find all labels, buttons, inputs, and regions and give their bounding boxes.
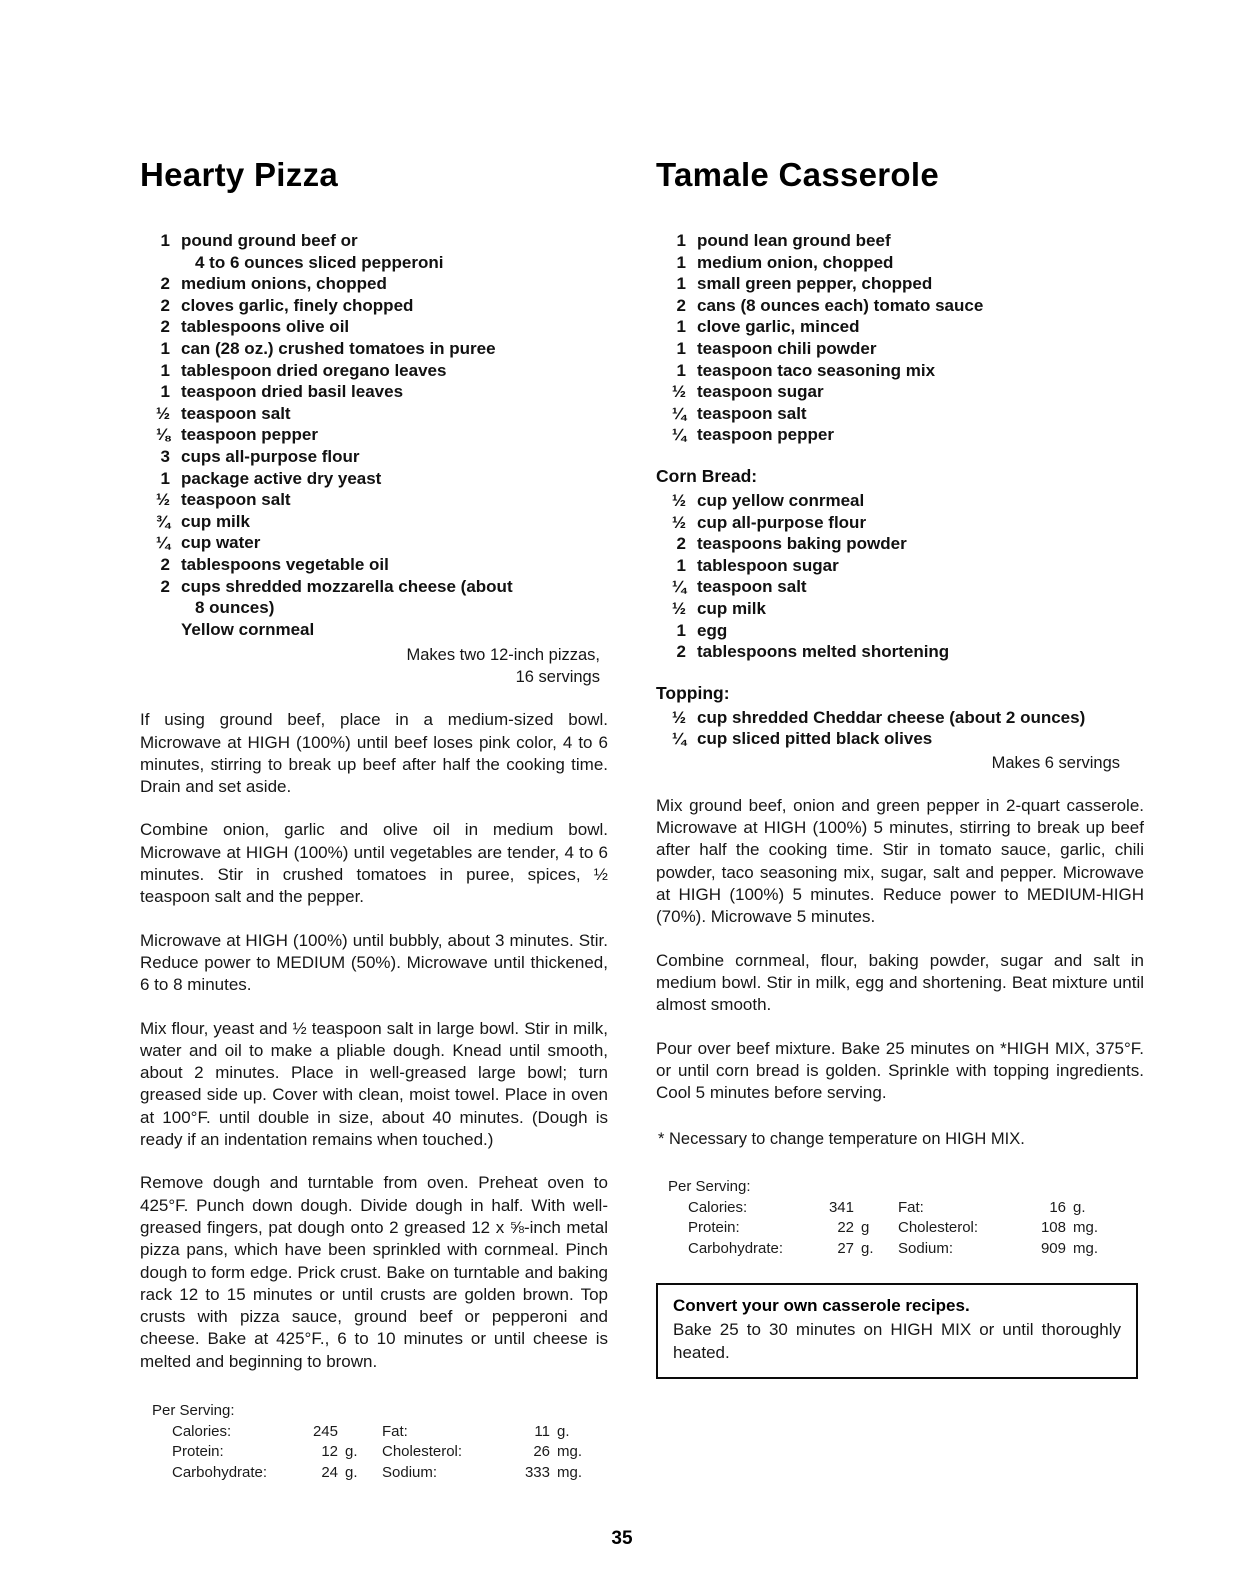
- ingredient-text: pound ground beef or: [181, 231, 358, 250]
- nutrition-label: Cholesterol:: [382, 1443, 463, 1460]
- ingredient-text: clove garlic, minced: [697, 317, 860, 337]
- nutrition-heading: Per Serving:: [668, 1178, 751, 1196]
- instruction-paragraph: Pour over beef mixture. Bake 25 minutes on *HIGH MIX, 375°F. or until corn bread is golden. Sprinkle with topping ingredients. Cool 5 minutes before serving.: [656, 1038, 1144, 1103]
- ingredient-text: Yellow cornmeal: [181, 619, 315, 639]
- nutrition-label: Carbohydrate:: [172, 1463, 268, 1481]
- ingredient-qty: ¼: [671, 577, 686, 597]
- ingredient-text: cup shredded Cheddar cheese (about 2 ounces): [697, 707, 1086, 727]
- ingredient-text: cup all-purpose flour: [697, 512, 867, 532]
- instruction-paragraph: Combine onion, garlic and olive oil in medium bowl. Microwave at HIGH (100%) until vegetables are tender, 4 to 6 minutes. Stir in crushed tomatoes in puree, spices, ½ teaspoon salt and the pepper.: [140, 820, 608, 907]
- ingredient: [660, 295, 1144, 317]
- ingredient-qty: 1: [160, 338, 170, 358]
- ingredient-text: teaspoon dried basil leaves: [181, 382, 404, 402]
- nutrition-unit: g.: [345, 1443, 358, 1460]
- ingredient-qty: 1: [676, 274, 686, 294]
- ingredient-qty: 1: [676, 231, 686, 250]
- nutrition-unit: mg.: [1073, 1239, 1099, 1257]
- ingredient-continuation: [144, 597, 608, 619]
- nutrition-unit: mg.: [557, 1443, 583, 1460]
- ingredient-text: cup milk: [697, 598, 766, 618]
- nutrition-heading: Per Serving:: [152, 1402, 235, 1419]
- ingredient-text: teaspoon salt: [181, 490, 291, 510]
- ingredient: [660, 490, 1144, 512]
- ingredient: [144, 424, 608, 446]
- instruction-paragraph: If using ground beef, place in a medium-sized bowl. Microwave at HIGH (100%) until beef loses pink color, 4 to 6 minutes, stirring to break up beef after half the cooking time. Drain and set aside.: [140, 710, 608, 797]
- instruction-paragraph: Microwave at HIGH (100%) until bubbly, about 3 minutes. Stir. Reduce power to MEDIUM (50%). Microwave until thickened, 6 to 8 minutes.: [140, 930, 608, 995]
- ingredient-qty: 2: [160, 274, 170, 294]
- ingredient-qty: 1: [676, 360, 686, 380]
- nutrition-value: 333: [524, 1463, 550, 1481]
- nutrition-label: Fat:: [382, 1422, 408, 1440]
- ingredient-text: cup water: [181, 533, 261, 553]
- ingredient: [144, 511, 608, 533]
- ingredient-qty: ⅛: [155, 425, 170, 445]
- ingredient: [660, 598, 1144, 620]
- ingredient-qty: 1: [676, 338, 686, 358]
- ingredient-text: cup sliced pitted black olives: [697, 729, 933, 749]
- ingredient: [660, 641, 1144, 663]
- ingredient-qty: ½: [155, 403, 170, 423]
- ingredient: [660, 316, 1144, 338]
- ingredient-text: cans (8 ounces each) tomato sauce: [697, 295, 984, 315]
- nutrition-panel-casserole: [656, 1177, 1144, 1259]
- ingredient: [660, 338, 1144, 360]
- nutrition-value: 909: [1040, 1239, 1066, 1257]
- ingredient: [144, 360, 608, 382]
- nutrition-unit: g.: [557, 1422, 570, 1440]
- nutrition-value: 27: [837, 1239, 854, 1257]
- ingredient-text: teaspoon salt: [697, 577, 807, 597]
- nutrition-unit: g.: [1073, 1198, 1086, 1216]
- nutrition-value: 16: [1049, 1198, 1066, 1216]
- ingredient-qty: ¾: [155, 511, 170, 531]
- ingredient-text: tablespoons vegetable oil: [181, 554, 389, 574]
- ingredient-qty: ½: [671, 512, 686, 532]
- ingredient-text: tablespoons olive oil: [181, 317, 350, 337]
- yield-line: 16 servings: [515, 668, 600, 687]
- ingredient: [144, 403, 608, 425]
- ingredient: [144, 381, 608, 403]
- nutrition-unit: g.: [861, 1239, 874, 1257]
- ingredient: [660, 230, 1144, 252]
- ingredient-text: pound lean ground beef: [697, 231, 891, 250]
- nutrition-value: 24: [321, 1463, 338, 1481]
- ingredient-text: teaspoon pepper: [181, 425, 318, 445]
- nutrition-value: 11: [534, 1422, 550, 1440]
- callout-title: Convert your own casserole recipes.: [673, 1296, 970, 1316]
- ingredient-qty: [144, 252, 170, 274]
- ingredient-text: teaspoons baking powder: [697, 534, 907, 554]
- ingredient-text: tablespoons melted shortening: [697, 642, 950, 662]
- footnote-high-mix: * Necessary to change temperature on HIGH MIX.: [658, 1130, 1025, 1149]
- ingredient-text: cloves garlic, finely chopped: [181, 295, 414, 315]
- ingredient-qty: ½: [671, 598, 686, 618]
- ingredient-qty: ½: [671, 707, 686, 727]
- callout-body: Bake 25 to 30 minutes on HIGH MIX or until thoroughly heated.: [673, 1319, 1121, 1363]
- ingredient-text: cup milk: [181, 511, 250, 531]
- nutrition-value: 108: [1040, 1219, 1066, 1237]
- ingredient-qty: 3: [160, 446, 170, 466]
- recipe-tamale-casserole: [656, 156, 1144, 1483]
- ingredient: [144, 619, 608, 641]
- instruction-paragraph: Mix ground beef, onion and green pepper in 2-quart casserole. Microwave at HIGH (100%) 5 minutes, stirring to break up beef after half the cooking time. Stir in tomato sauce, garlic, chili powder, taco seasoning mix, sugar, salt and pepper. Microwave at HIGH (100%) 5 minutes. Reduce power to MEDIUM-HIGH (70%). Microwave 5 minutes.: [656, 795, 1144, 927]
- ingredient: [144, 446, 608, 468]
- ingredient-qty: 2: [676, 534, 686, 554]
- ingredient-text: can (28 oz.) crushed tomatoes in puree: [181, 338, 496, 358]
- ingredient: [660, 555, 1144, 577]
- ingredient-qty: 2: [160, 295, 170, 315]
- ingredient: [144, 554, 608, 576]
- ingredient-qty: 1: [676, 317, 686, 337]
- ingredient-qty: 2: [676, 295, 686, 315]
- ingredient-qty: ½: [671, 490, 686, 510]
- ingredient: [144, 230, 608, 252]
- section-heading-topping: Topping:: [656, 682, 730, 703]
- ingredient-list-casserole: [656, 230, 1144, 446]
- nutrition-value: 245: [312, 1422, 338, 1440]
- ingredient-text: small green pepper, chopped: [697, 274, 933, 294]
- ingredient-qty: 2: [160, 576, 170, 596]
- ingredient-qty: ¼: [671, 425, 686, 445]
- nutrition-unit: [338, 1422, 382, 1443]
- nutrition-value: 26: [533, 1443, 550, 1460]
- nutrition-label: Fat:: [898, 1198, 924, 1216]
- ingredient: [660, 252, 1144, 274]
- ingredient-text: teaspoon pepper: [697, 425, 834, 445]
- ingredient-text: teaspoon salt: [697, 403, 807, 423]
- ingredient-text: tablespoon dried oregano leaves: [181, 360, 447, 380]
- ingredient-qty: 1: [160, 468, 170, 488]
- nutrition-label: Protein:: [688, 1219, 740, 1237]
- nutrition-label: Sodium:: [382, 1463, 438, 1481]
- ingredient-text: cups all-purpose flour: [181, 446, 360, 466]
- nutrition-unit: [854, 1198, 898, 1219]
- ingredient-qty: [144, 597, 170, 619]
- ingredient-text: package active dry yeast: [181, 468, 382, 488]
- ingredient-text: egg: [697, 620, 728, 640]
- ingredient-qty: ¼: [671, 403, 686, 423]
- nutrition-table: [152, 1422, 608, 1484]
- yield-line: Makes two 12-inch pizzas,: [406, 646, 600, 665]
- nutrition-unit: g.: [345, 1463, 358, 1481]
- callout-box-convert-recipes: [656, 1283, 1138, 1379]
- nutrition-unit: mg.: [557, 1463, 583, 1481]
- ingredient-qty: 1: [676, 620, 686, 640]
- ingredient: [144, 338, 608, 360]
- ingredient: [144, 316, 608, 338]
- instruction-paragraph: Mix flour, yeast and ½ teaspoon salt in large bowl. Stir in milk, water and oil to make a pliable dough. Knead until smooth, about 2 minutes. Place in well-greased large bowl; turn greased side up. Cover with clean, moist towel. Place in oven at 100°F. until double in size, about 40 minutes. (Dough is ready if an indentation remains when touched.): [140, 1018, 608, 1150]
- ingredient-text: medium onions, chopped: [181, 274, 387, 294]
- nutrition-label: Cholesterol:: [898, 1219, 979, 1237]
- nutrition-value: 341: [828, 1198, 854, 1216]
- ingredient-text: teaspoon salt: [181, 403, 291, 423]
- ingredient-qty: 2: [676, 642, 686, 662]
- nutrition-label: Calories:: [172, 1422, 232, 1440]
- ingredient-qty: ½: [155, 490, 170, 510]
- nutrition-label: Sodium:: [898, 1239, 954, 1257]
- ingredient-qty: 1: [676, 555, 686, 575]
- nutrition-unit: g: [861, 1219, 870, 1237]
- recipe-title-tamale-casserole: Tamale Casserole: [656, 156, 940, 193]
- ingredient-list-corn-bread: [656, 490, 1144, 663]
- yield-pizza: [140, 644, 600, 688]
- ingredient-qty: 2: [160, 554, 170, 574]
- ingredient: [660, 620, 1144, 642]
- nutrition-unit: mg.: [1073, 1219, 1099, 1237]
- ingredient-qty: 1: [160, 382, 170, 402]
- ingredient: [144, 532, 608, 554]
- ingredient: [660, 360, 1144, 382]
- ingredient-text: teaspoon chili powder: [697, 338, 877, 358]
- instruction-paragraph: Combine cornmeal, flour, baking powder, sugar and salt in medium bowl. Stir in milk, egg and shortening. Beat mixture until almost smooth.: [656, 950, 1144, 1015]
- ingredient: [660, 424, 1144, 446]
- nutrition-label: Calories:: [688, 1198, 748, 1216]
- ingredient-text: 8 ounces): [195, 598, 275, 618]
- ingredient-qty: [144, 619, 170, 641]
- page-number: 35: [611, 1528, 633, 1549]
- nutrition-label: Carbohydrate:: [688, 1239, 784, 1257]
- ingredient: [660, 533, 1144, 555]
- ingredient: [660, 728, 1144, 750]
- yield-casserole: Makes 6 servings: [991, 753, 1120, 772]
- ingredient-text: teaspoon sugar: [697, 382, 824, 402]
- nutrition-value: 12: [321, 1443, 338, 1460]
- ingredient-text: cup yellow conrmeal: [697, 490, 865, 510]
- nutrition-label: Protein:: [172, 1443, 224, 1460]
- ingredient: [144, 468, 608, 490]
- instruction-paragraph: Remove dough and turntable from oven. Preheat oven to 425°F. Punch down dough. Divide dough in half. With well-greased fingers, pat dough onto 2 greased 12 x ⅝-inch metal pizza pans, which have been sprinkled with cornmeal. Pinch dough to form edge. Prick crust. Bake on turntable and baking rack 12 to 15 minutes or until crusts are golden brown. Top crusts with pizza sauce, ground beef or pepperoni and cheese. Bake at 425°F., 6 to 10 minutes or until cheese is melted and beginning to brown.: [140, 1173, 608, 1371]
- ingredient: [144, 295, 608, 317]
- ingredient-text: medium onion, chopped: [697, 252, 894, 272]
- section-heading-corn-bread: Corn Bread:: [656, 465, 758, 486]
- ingredient-list-pizza: [140, 230, 608, 640]
- ingredient-qty: 1: [676, 252, 686, 272]
- nutrition-panel-pizza: [140, 1401, 608, 1483]
- ingredient-qty: 2: [160, 317, 170, 337]
- ingredient: [660, 707, 1144, 729]
- ingredient-qty: ½: [671, 382, 686, 402]
- ingredient: [144, 489, 608, 511]
- nutrition-value: 22: [837, 1219, 854, 1237]
- ingredient-qty: 1: [160, 360, 170, 380]
- recipe-hearty-pizza: [140, 156, 608, 1483]
- ingredient-qty: 1: [160, 231, 170, 250]
- ingredient-qty: ¼: [155, 533, 170, 553]
- ingredient-text: teaspoon taco seasoning mix: [697, 360, 936, 380]
- ingredient: [660, 512, 1144, 534]
- nutrition-table: [668, 1198, 1144, 1260]
- ingredient-text: tablespoon sugar: [697, 555, 839, 575]
- ingredient-text: 4 to 6 ounces sliced pepperoni: [195, 252, 444, 272]
- ingredient-list-topping: [656, 707, 1144, 750]
- ingredient: [660, 273, 1144, 295]
- ingredient-continuation: [144, 252, 608, 274]
- recipe-title-hearty-pizza: Hearty Pizza: [140, 156, 339, 193]
- ingredient: [660, 576, 1144, 598]
- ingredient-text: cups shredded mozzarella cheese (about: [181, 576, 513, 596]
- ingredient: [144, 576, 608, 598]
- ingredient: [660, 403, 1144, 425]
- ingredient: [144, 273, 608, 295]
- ingredient: [660, 381, 1144, 403]
- ingredient-qty: ¼: [671, 729, 686, 749]
